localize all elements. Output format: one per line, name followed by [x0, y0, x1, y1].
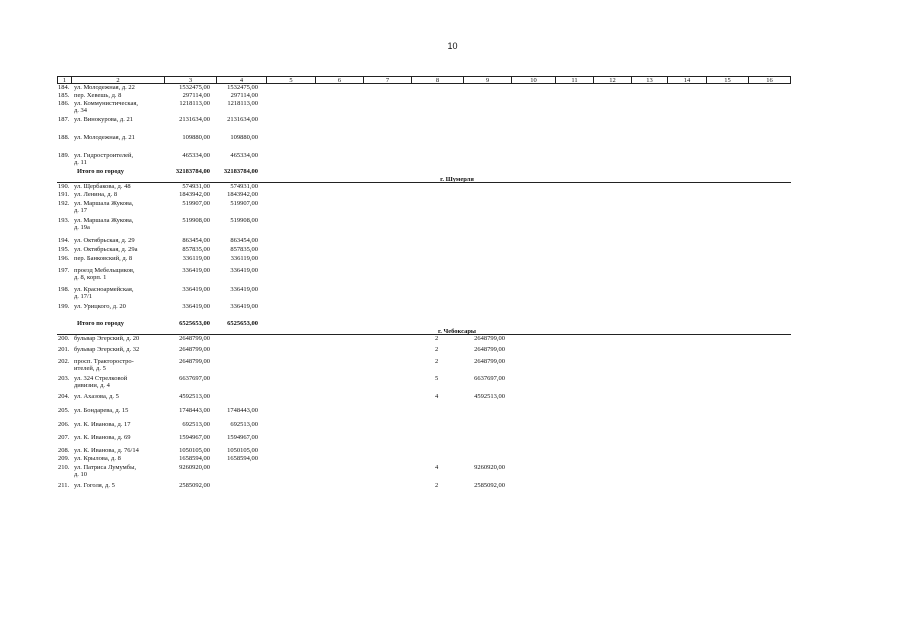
- table-row: [57, 434, 791, 447]
- row-number: 202.: [58, 358, 70, 365]
- total-cost-cell: 336419,00: [182, 267, 210, 274]
- city-heading: [57, 328, 791, 335]
- address-line: бульвар Эгерский, д. 20: [74, 335, 140, 342]
- address-line: ул. К. Иванова, д. 69: [74, 434, 131, 441]
- budget-cost-cell: 1218113,00: [227, 100, 258, 107]
- total-cost-cell: 9260920,00: [179, 464, 210, 471]
- row-number: 210.: [58, 464, 70, 471]
- address-cell: [74, 303, 126, 310]
- budget-cost-cell: 1658594,00: [227, 455, 258, 462]
- column-header-13: 13: [632, 77, 668, 83]
- column-header-6: 6: [316, 77, 364, 83]
- address-line: ул. Октябрьская, д. 29а: [74, 246, 138, 253]
- address-cell: [74, 455, 121, 462]
- address-cell: [74, 92, 121, 99]
- row-number: 205.: [58, 407, 70, 414]
- row-number: 200.: [58, 335, 70, 342]
- column-header-8: 8: [412, 77, 464, 83]
- table-row: [57, 464, 791, 482]
- row-number: 189.: [58, 152, 70, 159]
- address-cell: [74, 237, 135, 244]
- address-line: д. 34: [74, 107, 88, 114]
- address-line: ул. Гидростроителей,: [74, 152, 134, 159]
- address-cell: [74, 421, 131, 428]
- table-row: [57, 421, 791, 434]
- table-row: [57, 255, 791, 267]
- table-row: [57, 393, 791, 407]
- row-number: 188.: [58, 134, 70, 141]
- address-line: ул. Патриса Лумумбы,: [74, 464, 137, 471]
- budget-cost-cell: 1532475,00: [227, 84, 258, 91]
- budget-cost-cell: 2131634,00: [227, 116, 258, 123]
- address-line: ул. Бондарева, д. 15: [74, 407, 129, 414]
- table-row: [57, 246, 791, 255]
- table-header: [57, 76, 791, 84]
- row-number: 203.: [58, 375, 70, 382]
- row-number: 187.: [58, 116, 70, 123]
- total-cost-cell: 863454,00: [182, 237, 210, 244]
- address-cell: [74, 434, 131, 441]
- budget-cost-cell: 574931,00: [230, 183, 258, 190]
- count-cell: 2: [435, 358, 439, 365]
- row-number: 211.: [58, 482, 70, 489]
- row-number: 195.: [58, 246, 70, 253]
- address-line: ул. Ленина, д. 8: [74, 191, 118, 198]
- row-number: 184.: [58, 84, 70, 91]
- budget-cost-cell: 109880,00: [230, 134, 258, 141]
- address-line: дивизии, д. 4: [74, 382, 110, 389]
- address-cell: [74, 286, 134, 300]
- column-header-16: 16: [749, 77, 791, 83]
- sum-cell: 2585092,00: [474, 482, 505, 489]
- total-cost-cell: 336419,00: [182, 303, 210, 310]
- budget-cost-cell: 519907,00: [230, 200, 258, 207]
- total-cost-cell: 109880,00: [182, 134, 210, 141]
- address-line: д. 11: [74, 159, 87, 166]
- total-cost-cell: 4592513,00: [179, 393, 210, 400]
- budget-cost-cell: 336419,00: [230, 303, 258, 310]
- column-header-3: 3: [165, 77, 217, 83]
- address-line: ул. Коммунистическая,: [74, 100, 138, 107]
- address-line: ул. Ахазова, д. 5: [74, 393, 119, 400]
- row-number: 204.: [58, 393, 70, 400]
- column-header-10: 10: [512, 77, 556, 83]
- address-cell: [74, 335, 139, 342]
- address-line: ул. Молодежная, д. 21: [74, 134, 135, 141]
- address-cell: [74, 375, 127, 389]
- row-number: 199.: [58, 303, 70, 310]
- total-cost-cell: 297114,00: [182, 92, 210, 99]
- budget-cost-cell: 1843942,00: [227, 191, 258, 198]
- address-cell: [74, 447, 139, 454]
- address-line: пер. Хевешь, д. 8: [74, 92, 122, 99]
- column-header-2: 2: [72, 77, 165, 83]
- total-cost-cell: 1050105,00: [179, 447, 210, 454]
- column-header-4: 4: [217, 77, 267, 83]
- address-cell: [74, 152, 133, 166]
- table-row: [57, 191, 791, 200]
- address-cell: [74, 84, 135, 91]
- total-cost-cell: 2648799,00: [179, 335, 210, 342]
- row-number: 206.: [58, 421, 70, 428]
- address-line: проезд Мебельщиков,: [74, 267, 135, 274]
- address-cell: [74, 267, 135, 281]
- city-heading: [57, 176, 791, 183]
- address-line: ул. Октябрьская, д. 29: [74, 237, 135, 244]
- table-row: [57, 100, 791, 116]
- total-cost-cell: 1748443,00: [179, 407, 210, 414]
- address-line: ул. Молодежная, д. 22: [74, 84, 135, 91]
- address-line: д. 10: [74, 471, 88, 478]
- address-line: ул. К. Иванова, д. 76/14: [74, 447, 139, 454]
- address-line: ителей, д. 5: [74, 365, 106, 372]
- table-row: [57, 116, 791, 134]
- address-cell: [74, 191, 117, 198]
- table-row: [57, 267, 791, 286]
- address-line: ул. Крылова, д. 8: [74, 455, 121, 462]
- address-cell: [74, 393, 119, 400]
- address-line: ул. Щербакова, д. 48: [74, 183, 131, 190]
- table-row: [57, 303, 791, 320]
- row-number: 207.: [58, 434, 70, 441]
- city-name: г. Чебоксары: [437, 328, 477, 335]
- address-cell: [74, 246, 138, 253]
- address-line: д. 17: [74, 207, 88, 214]
- budget-cost-cell: 1050105,00: [227, 447, 258, 454]
- budget-cost-cell: 32183784,00: [223, 168, 258, 175]
- row-number: 198.: [58, 286, 70, 293]
- total-cost-cell: 519908,00: [182, 217, 210, 224]
- row-number: 191.: [58, 191, 70, 198]
- address-cell: [74, 100, 138, 114]
- table-row: [57, 200, 791, 217]
- total-cost-cell: 692513,00: [182, 421, 210, 428]
- total-cost-cell: 6525653,00: [179, 320, 210, 327]
- table-row: [57, 407, 791, 421]
- sum-cell: 2648799,00: [474, 346, 505, 353]
- table-row: [57, 92, 791, 100]
- sum-cell: 2648799,00: [474, 358, 505, 365]
- row-number: 201.: [58, 346, 70, 353]
- budget-cost-cell: 336119,00: [230, 255, 258, 262]
- count-cell: 5: [435, 375, 439, 382]
- budget-cost-cell: 6525653,00: [227, 320, 258, 327]
- total-cost-cell: 2648799,00: [179, 358, 210, 365]
- row-number: 185.: [58, 92, 70, 99]
- total-cost-cell: 32183784,00: [175, 168, 210, 175]
- page-number: 10: [447, 41, 458, 51]
- column-header-14: 14: [668, 77, 707, 83]
- count-cell: 2: [435, 482, 439, 489]
- total-cost-cell: 1594967,00: [179, 434, 210, 441]
- budget-cost-cell: 863454,00: [230, 237, 258, 244]
- total-cost-cell: 1843942,00: [179, 191, 210, 198]
- sum-cell: 4592513,00: [474, 393, 505, 400]
- column-header-12: 12: [594, 77, 632, 83]
- total-cost-cell: 336119,00: [182, 255, 210, 262]
- address-line: д. 8, корп. 1: [74, 274, 107, 281]
- address-cell: [74, 407, 128, 414]
- budget-cost-cell: 692513,00: [230, 421, 258, 428]
- address-cell: [74, 346, 139, 353]
- address-line: д. 17/1: [74, 293, 93, 300]
- row-number: 193.: [58, 217, 70, 224]
- column-header-15: 15: [707, 77, 749, 83]
- table-row: [57, 447, 791, 455]
- table-row: [57, 455, 791, 464]
- total-cost-cell: 2648799,00: [179, 346, 210, 353]
- total-cost-cell: 519907,00: [182, 200, 210, 207]
- address-cell: [74, 200, 133, 214]
- count-cell: 2: [435, 346, 439, 353]
- table-row: [57, 335, 791, 346]
- total-cost-cell: 1218113,00: [179, 100, 210, 107]
- address-line: ул. Урицкого, д. 20: [74, 303, 126, 310]
- address-line: ул. Винокурова, д. 21: [74, 116, 133, 123]
- address-line: ул. Красноармейская,: [74, 286, 134, 293]
- row-number: 190.: [58, 183, 70, 190]
- count-cell: 4: [435, 464, 439, 471]
- address-line: бульвар Эгерский, д. 32: [74, 346, 140, 353]
- budget-cost-cell: 519908,00: [230, 217, 258, 224]
- column-header-5: 5: [267, 77, 316, 83]
- address-line: ул. Маршала Жукова,: [74, 200, 134, 207]
- total-cost-cell: 465334,00: [182, 152, 210, 159]
- table-body: [57, 84, 791, 490]
- address-line: ул. Гоголя, д. 5: [74, 482, 115, 489]
- address-line: д. 19а: [74, 224, 90, 231]
- address-line: ул. 324 Стрелковой: [74, 375, 128, 382]
- row-number: 197.: [58, 267, 70, 274]
- budget-cost-cell: 336419,00: [230, 286, 258, 293]
- document-table: [57, 76, 791, 490]
- total-cost-cell: 1658594,00: [179, 455, 210, 462]
- total-row: [57, 320, 791, 328]
- address-cell: [74, 255, 132, 262]
- total-cost-cell: 574931,00: [182, 183, 210, 190]
- count-cell: 4: [435, 393, 439, 400]
- total-cost-cell: 6637697,00: [179, 375, 210, 382]
- total-cost-cell: 1532475,00: [179, 84, 210, 91]
- address-cell: [74, 464, 136, 478]
- table-row: [57, 84, 791, 92]
- column-header-7: 7: [364, 77, 412, 83]
- total-cost-cell: 857835,00: [182, 246, 210, 253]
- table-row: [57, 482, 791, 490]
- table-row: [57, 286, 791, 303]
- table-row: [57, 346, 791, 358]
- budget-cost-cell: 1594967,00: [227, 434, 258, 441]
- address-cell: [74, 134, 135, 141]
- sum-cell: 6637697,00: [474, 375, 505, 382]
- table-row: [57, 217, 791, 237]
- address-line: просп. Тракторостро-: [74, 358, 134, 365]
- row-number: 192.: [58, 200, 70, 207]
- budget-cost-cell: 465334,00: [230, 152, 258, 159]
- row-number: 208.: [58, 447, 70, 454]
- address-cell: [74, 217, 133, 231]
- column-header-9: 9: [464, 77, 512, 83]
- row-number: 196.: [58, 255, 70, 262]
- budget-cost-cell: 336419,00: [230, 267, 258, 274]
- row-number: 194.: [58, 237, 70, 244]
- sum-cell: 9260920,00: [474, 464, 505, 471]
- row-number: 186.: [58, 100, 70, 107]
- total-label: Итого по городу: [77, 320, 124, 327]
- address-line: пер. Банковский, д. 8: [74, 255, 133, 262]
- address-cell: [74, 183, 131, 190]
- city-name: г. Шумерля: [440, 176, 474, 183]
- total-cost-cell: 336419,00: [182, 286, 210, 293]
- address-cell: [74, 116, 133, 123]
- table-row: [57, 134, 791, 152]
- table-row: [57, 375, 791, 393]
- table-row: [57, 152, 791, 168]
- address-cell: [74, 358, 134, 372]
- column-header-1: 1: [58, 77, 72, 83]
- address-line: ул. К. Иванова, д. 17: [74, 421, 131, 428]
- sum-cell: 2648799,00: [474, 335, 505, 342]
- table-row: [57, 358, 791, 375]
- budget-cost-cell: 297114,00: [230, 92, 258, 99]
- total-label: Итого по городу: [77, 168, 124, 175]
- row-number: 209.: [58, 455, 70, 462]
- total-row: [57, 168, 791, 176]
- budget-cost-cell: 857835,00: [230, 246, 258, 253]
- budget-cost-cell: 1748443,00: [227, 407, 258, 414]
- address-cell: [74, 482, 115, 489]
- table-row: [57, 237, 791, 246]
- address-line: ул. Маршала Жукова,: [74, 217, 134, 224]
- count-cell: 2: [435, 335, 439, 342]
- column-header-11: 11: [556, 77, 594, 83]
- total-cost-cell: 2131634,00: [179, 116, 210, 123]
- total-cost-cell: 2585092,00: [179, 482, 210, 489]
- table-row: [57, 183, 791, 191]
